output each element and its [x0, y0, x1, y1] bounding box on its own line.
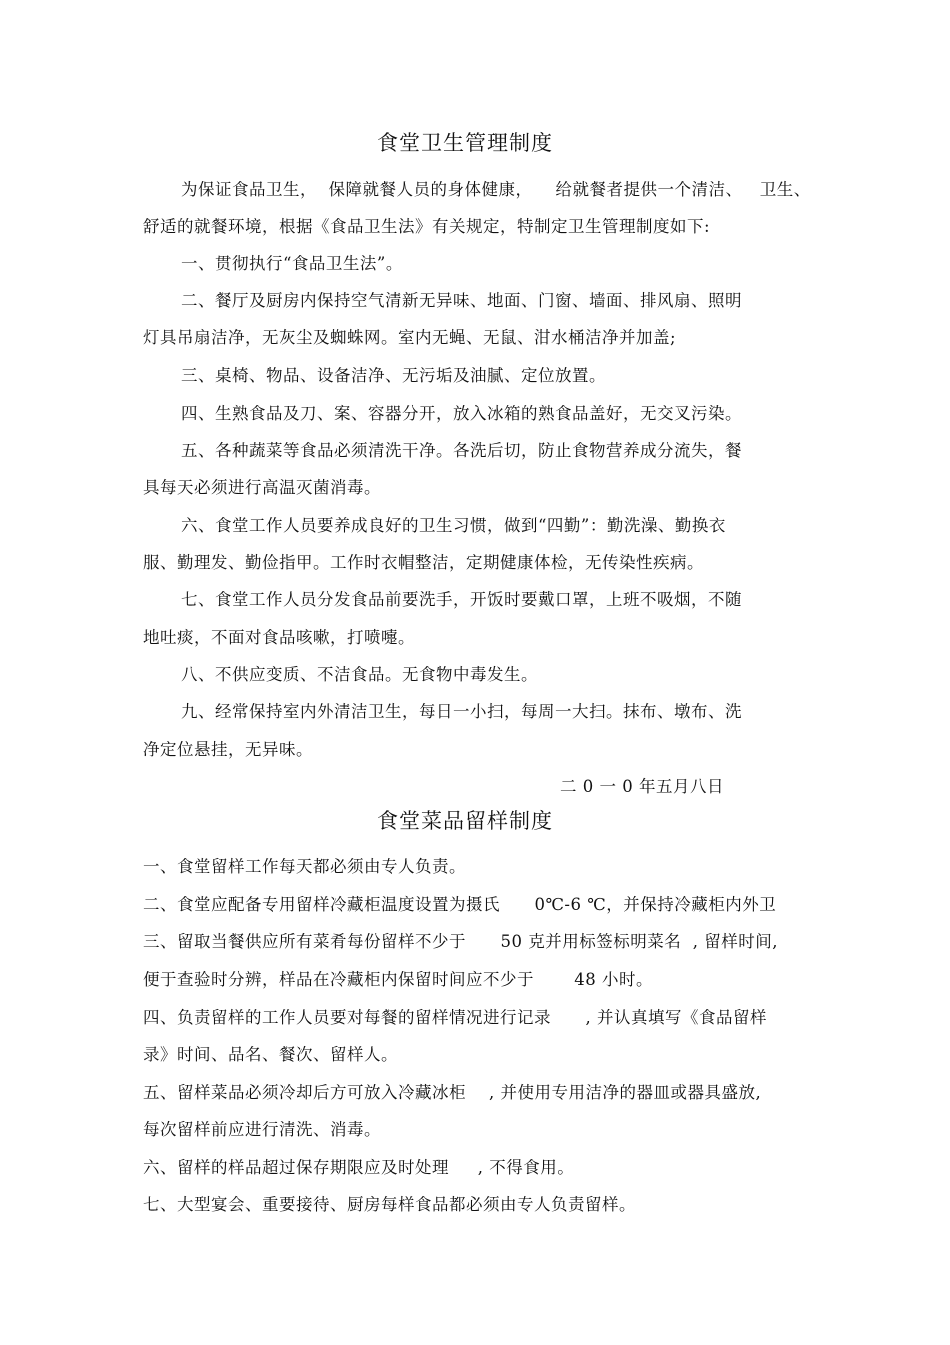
doc1-line: 地吐痰，不面对食品咳嗽，打喷嚏。 — [143, 628, 415, 647]
doc1-line: 六、食堂工作人员要养成良好的卫生习惯，做到“四勤”：勤洗澡、勤换衣 — [181, 516, 726, 535]
doc1-line: 一、贯彻执行“食品卫生法”。 — [181, 254, 403, 273]
doc2-line: 三、留取当餐供应所有菜肴每份留样不少于 50 克并用标签标明菜名 , 留样时间, — [143, 932, 778, 951]
doc2-title: 食堂菜品留样制度 — [377, 809, 553, 833]
doc1-date: 二 0 一 0 年五月八日 — [560, 777, 724, 796]
doc2-line: 六、留样的样品超过保存期限应及时处理 , 不得食用。 — [143, 1158, 575, 1177]
doc2-line: 一、食堂留样工作每天都必须由专人负责。 — [143, 857, 466, 876]
doc1-line: 二、餐厅及厨房内保持空气清新无异味、地面、门窗、墙面、排风扇、照明 — [181, 291, 742, 310]
doc2-line: 五、留样菜品必须冷却后方可放入冷藏冰柜 , 并使用专用洁净的器皿或器具盛放, — [143, 1083, 762, 1102]
doc2-line: 七、大型宴会、重要接待、厨房每样食品都必须由专人负责留样。 — [143, 1195, 636, 1214]
doc1-line: 服、勤理发、勤俭指甲。工作时衣帽整洁，定期健康体检，无传染性疾病。 — [143, 553, 704, 572]
doc2-line: 录》时间、品名、餐次、留样人。 — [143, 1045, 398, 1064]
doc1-line: 舒适的就餐环境，根据《食品卫生法》有关规定，特制定卫生管理制度如下: — [143, 217, 711, 236]
doc1-line: 九、经常保持室内外清洁卫生，每日一小扫，每周一大扫。抹布、墩布、洗 — [181, 702, 742, 721]
doc1-line: 灯具吊扇洁净，无灰尘及蜘蛛网。室内无蝇、无鼠、泔水桶洁净并加盖; — [143, 328, 677, 347]
doc2-line: 便于查验时分辨，样品在冷藏柜内保留时间应不少于 48 小时。 — [143, 970, 653, 989]
doc1-line: 五、各种蔬菜等食品必须清洗干净。各洗后切，防止食物营养成分流失，餐 — [181, 441, 742, 460]
doc1-title: 食堂卫生管理制度 — [377, 131, 553, 155]
doc1-line: 四、生熟食品及刀、案、容器分开，放入冰箱的熟食品盖好，无交叉污染。 — [181, 404, 742, 423]
doc1-line: 为保证食品卫生， 保障就餐人员的身体健康， 给就餐者提供一个清洁、 卫生、 — [181, 180, 811, 199]
doc2-line: 每次留样前应进行清洗、消毒。 — [143, 1120, 381, 1139]
doc1-line: 净定位悬挂，无异味。 — [143, 740, 313, 759]
doc1-line: 三、桌椅、物品、设备洁净、无污垢及油腻、定位放置。 — [181, 366, 606, 385]
doc2-line: 四、负责留样的工作人员要对每餐的留样情况进行记录 , 并认真填写《食品留样 — [143, 1008, 767, 1027]
doc2-line: 二、食堂应配备专用留样冷藏柜温度设置为摄氏 0℃-6 ℃，并保持冷藏柜内外卫 — [143, 895, 777, 914]
doc1-line: 七、食堂工作人员分发食品前要洗手，开饭时要戴口罩，上班不吸烟，不随 — [181, 590, 742, 609]
doc1-line: 八、不供应变质、不洁食品。无食物中毒发生。 — [181, 665, 538, 684]
doc1-line: 具每天必须进行高温灭菌消毒。 — [143, 478, 381, 497]
